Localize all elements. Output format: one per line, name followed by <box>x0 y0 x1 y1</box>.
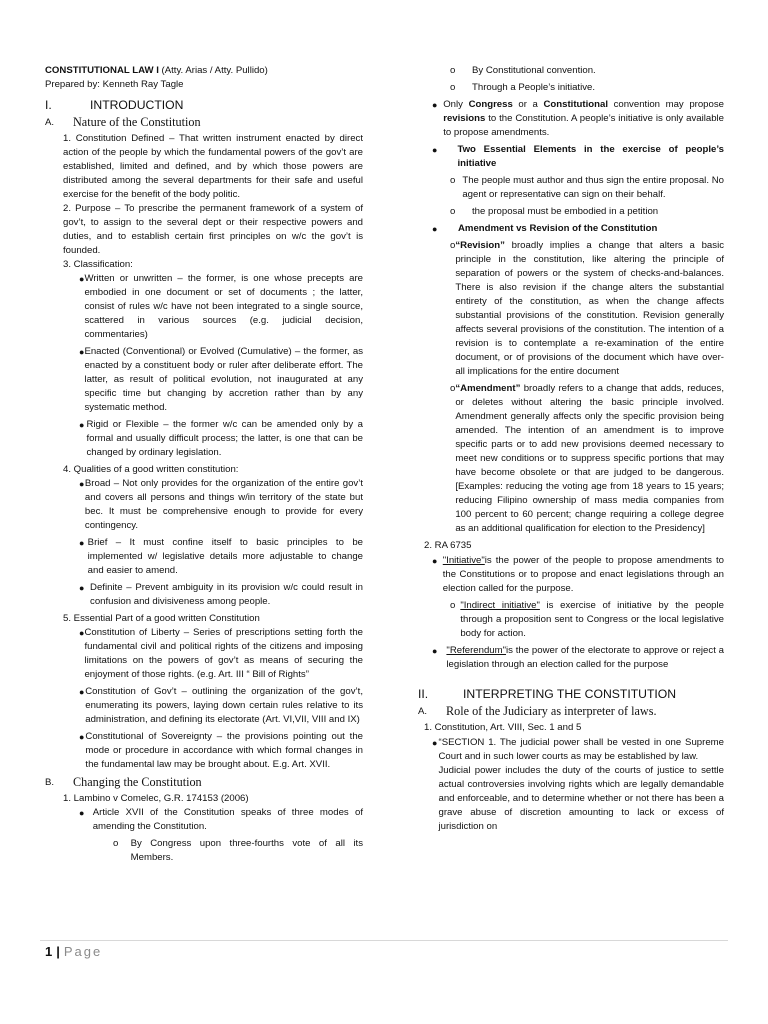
item-classification: 3. Classification: <box>63 259 133 270</box>
subheading-letter: A. <box>418 706 428 717</box>
circle-bullet-icon: o <box>450 383 456 394</box>
bullet-icon: ● <box>79 583 85 593</box>
bullet-icon: ● <box>432 224 438 234</box>
list-item: ● Definite – Prevent ambiguity in its provision w/c could result in confusion and divisiveness among people. <box>79 582 363 607</box>
section-1-text: “SECTION 1. The judicial power shall be vested in one Supreme Court and in such lower courts as may be established by law. Judicial power includes the duty of the courts of justice to settle actual controversies involving rights which are legally demandable and enforceable, and to determine whether or not there has been a grave abuse of discretion amounting to lack or excess of jurisdiction on <box>438 737 724 832</box>
right-column <box>418 64 724 837</box>
subheading-letter: B. <box>45 777 55 788</box>
bullet-icon: ● <box>79 538 85 548</box>
list-item <box>418 736 724 834</box>
subheading-title: Role of the Judiciary as interpreter of laws. <box>446 704 657 718</box>
list-item: o The people must author and thus sign the entire proposal. No agent or representative can sign on their behalf. <box>450 175 724 200</box>
bullet-icon: ● <box>432 100 438 110</box>
amendment-text: “Amendment” broadly refers to a change that adds, reduces, or deletes without altering the basic principle involved. Amendment generally affects only the specific provision being amended. The intention of an amendment is to improve specific parts or to add new provisions deemed necessary to meet new conditions or to suppress specific portions that may have become obsolete or that are judged to be dangerous. [Examples: reducing the voting age from 18 years to 15 years; reducing Filipino ownership of mass media companies from 100 percent to 60 percent; change requiring a college degree as an additional qualification for election to the Presidency] <box>455 383 724 534</box>
section-numeral: I. <box>45 98 52 112</box>
list-item: ● Broad – Not only provides for the organization of the entire gov’t and covers all persons and things w/in territory of the state but bec. It must be comprehensive enough to provide for every contingency. <box>79 478 363 531</box>
list-item: ● Brief – It must confine itself to basic principles to be implemented w/ legislative details more adjustable to change and easier to amend. <box>79 537 363 576</box>
circle-bullet-icon: o <box>450 65 456 76</box>
list-item <box>418 554 724 596</box>
list-item: ● Amendment vs Revision of the Constitution <box>432 223 658 234</box>
indirect-initiative-text: "Indirect initiative" is exercise of initiative by the people through a proposition sent to Congress or the local legislative body for action. <box>460 600 724 639</box>
circle-bullet-icon: o <box>113 838 119 849</box>
prepared-by: Prepared by: Kenneth Ray Tagle <box>45 79 184 90</box>
bullet-icon: ● <box>432 145 438 155</box>
bullet-icon: ● <box>79 347 85 357</box>
item-qualities: 4. Qualities of a good written constitution: <box>63 464 239 475</box>
list-item: o By Congress upon three-fourths vote of all its Members. <box>113 838 363 863</box>
list-item <box>418 239 724 379</box>
page-number: 1 <box>45 944 53 959</box>
list-item: o By Constitutional convention. <box>450 65 596 76</box>
circle-bullet-icon: o <box>450 240 456 251</box>
bullet-icon: ● <box>79 274 85 284</box>
item-art-viii: 1. Constitution, Art. VIII, Sec. 1 and 5 <box>424 722 582 733</box>
circle-bullet-icon: o <box>450 175 456 186</box>
list-item: ● Enacted (Conventional) or Evolved (Cumulative) – the former, as enacted by a constituent body or ruler after deliberate effort. The latter, as result of political evolution, not inaugurated at any specific time but changing by accretion rather than by any systematic method. <box>79 346 363 413</box>
bullet-icon: ● <box>432 738 438 748</box>
page-label: Page <box>63 944 103 959</box>
bullet-icon: ● <box>79 479 85 489</box>
instructors: (Atty. Arias / Atty. Pullido) <box>161 65 268 76</box>
list-item: ● Written or unwritten – the former, is one whose precepts are embodied in one document or set of documents ; the latter, consist of rules w/c have not been integrated to a single source, scattered in various sources (e.g. judicial decision, commentaries) <box>79 273 363 340</box>
referendum-text: "Referendum"is the power of the electorate to approve or reject a legislation through an election called for the purpose <box>446 645 724 670</box>
subheading-title: Changing the Constitution <box>73 775 202 789</box>
left-column <box>45 64 363 865</box>
section-title: INTERPRETING THE CONSTITUTION <box>463 687 677 701</box>
only-congress-text: Only Congress or a Constitutional convention may propose revisions to the Constitution. A people’s initiative is only available to propose amendments. <box>443 99 724 138</box>
subheading-nature <box>45 115 363 130</box>
list-item: ● Article XVII of the Constitution speaks of three modes of amending the Constitution. <box>79 807 363 832</box>
item-constitution-defined: 1. Constitution Defined – That written instrument enacted by direct action of the people by which the fundamental powers of the gov’t are established, limited and defined, and by which those powers are distributed among the several departments for their safe and useful exercise for the benefit of the body politic. <box>63 133 363 200</box>
footer-separator: | <box>56 944 60 959</box>
list-item <box>418 599 724 641</box>
list-item: ● Constitution of Liberty – Series of prescriptions setting forth the fundamental civil and political rights of the citizens and imposing limitations on the powers of gov’t as means of securing the enjoyment of those rights. (e.g. Art. III “ Bill of Rights” <box>79 627 363 680</box>
section-title: INTRODUCTION <box>90 98 184 112</box>
subheading-letter: A. <box>45 117 55 128</box>
list-item <box>418 644 724 672</box>
bullet-icon: ● <box>79 732 85 742</box>
section-heading-interpreting <box>418 687 724 702</box>
bullet-icon: ● <box>432 646 438 656</box>
item-ra-6735: 2. RA 6735 <box>424 540 472 551</box>
section-numeral: II. <box>418 687 429 701</box>
revision-text: “Revision” broadly implies a change that alters a basic principle in the constitution, like altering the principle of separation of powers or the system of checks-and-balances. There is also revision if the change alters the substantial entirety of the constitution, as when the change affects substantial provisions of the constitution. Revision generally affects several provisions of the constitution. The intention of a revision is to contemplate a re-examination of the entire document, or of provisions of the document which have over-all implications for the entire document <box>455 240 724 377</box>
initiative-text: "Initiative"is the power of the people to propose amendments to the Constitutions or to propose and enact legislations through an election called for the purpose. <box>442 555 724 594</box>
list-item: ● Constitutional of Sovereignty – the provisions pointing out the mode or procedure in accordance with which formal changes in the fundamental law may be brought about. E.g. Art. XVII. <box>79 731 363 770</box>
bullet-icon: ● <box>79 628 85 638</box>
circle-bullet-icon: o <box>450 600 456 611</box>
bullet-icon: ● <box>79 808 85 818</box>
footer-divider <box>40 940 728 941</box>
item-essential-parts: 5. Essential Part of a good written Constitution <box>63 613 260 624</box>
item-purpose: 2. Purpose – To prescribe the permanent framework of a system of gov’t, to assign to the several dept or their respective powers and duties, and to establish certain first principles on w/c the gov’t is founded. <box>63 203 363 256</box>
item-lambino: 1. Lambino v Comelec, G.R. 174153 (2006) <box>63 793 249 804</box>
section-heading-introduction <box>45 98 363 113</box>
list-item: ● Rigid or Flexible – the former w/c can be amended only by a formal and usually difficult process; the latter, is one that can be changed by ordinary legislation. <box>79 419 363 458</box>
list-item <box>418 98 724 140</box>
list-item: o Through a People’s initiative. <box>450 82 596 93</box>
circle-bullet-icon: o <box>450 82 456 93</box>
bullet-icon: ● <box>79 420 85 430</box>
subheading-changing <box>45 775 363 790</box>
course-title: CONSTITUTIONAL LAW I <box>45 65 159 76</box>
subheading-judiciary <box>418 704 724 719</box>
bullet-icon: ● <box>79 687 85 697</box>
document-header <box>45 64 363 78</box>
circle-bullet-icon: o <box>450 206 456 217</box>
page-footer <box>45 944 102 959</box>
list-item: ● Constitution of Gov’t – outlining the organization of the gov’t, enumerating its powers, laying down certain rules relative to its administration, and defining its electorate (Art. VI,VII, VIII and IX) <box>79 686 363 725</box>
list-item: o the proposal must be embodied in a petition <box>450 206 659 217</box>
bullet-icon: ● <box>432 556 438 566</box>
list-item: ● Two Essential Elements in the exercise of people’s initiative <box>432 144 724 169</box>
list-item <box>418 382 724 536</box>
subheading-title: Nature of the Constitution <box>73 115 201 129</box>
